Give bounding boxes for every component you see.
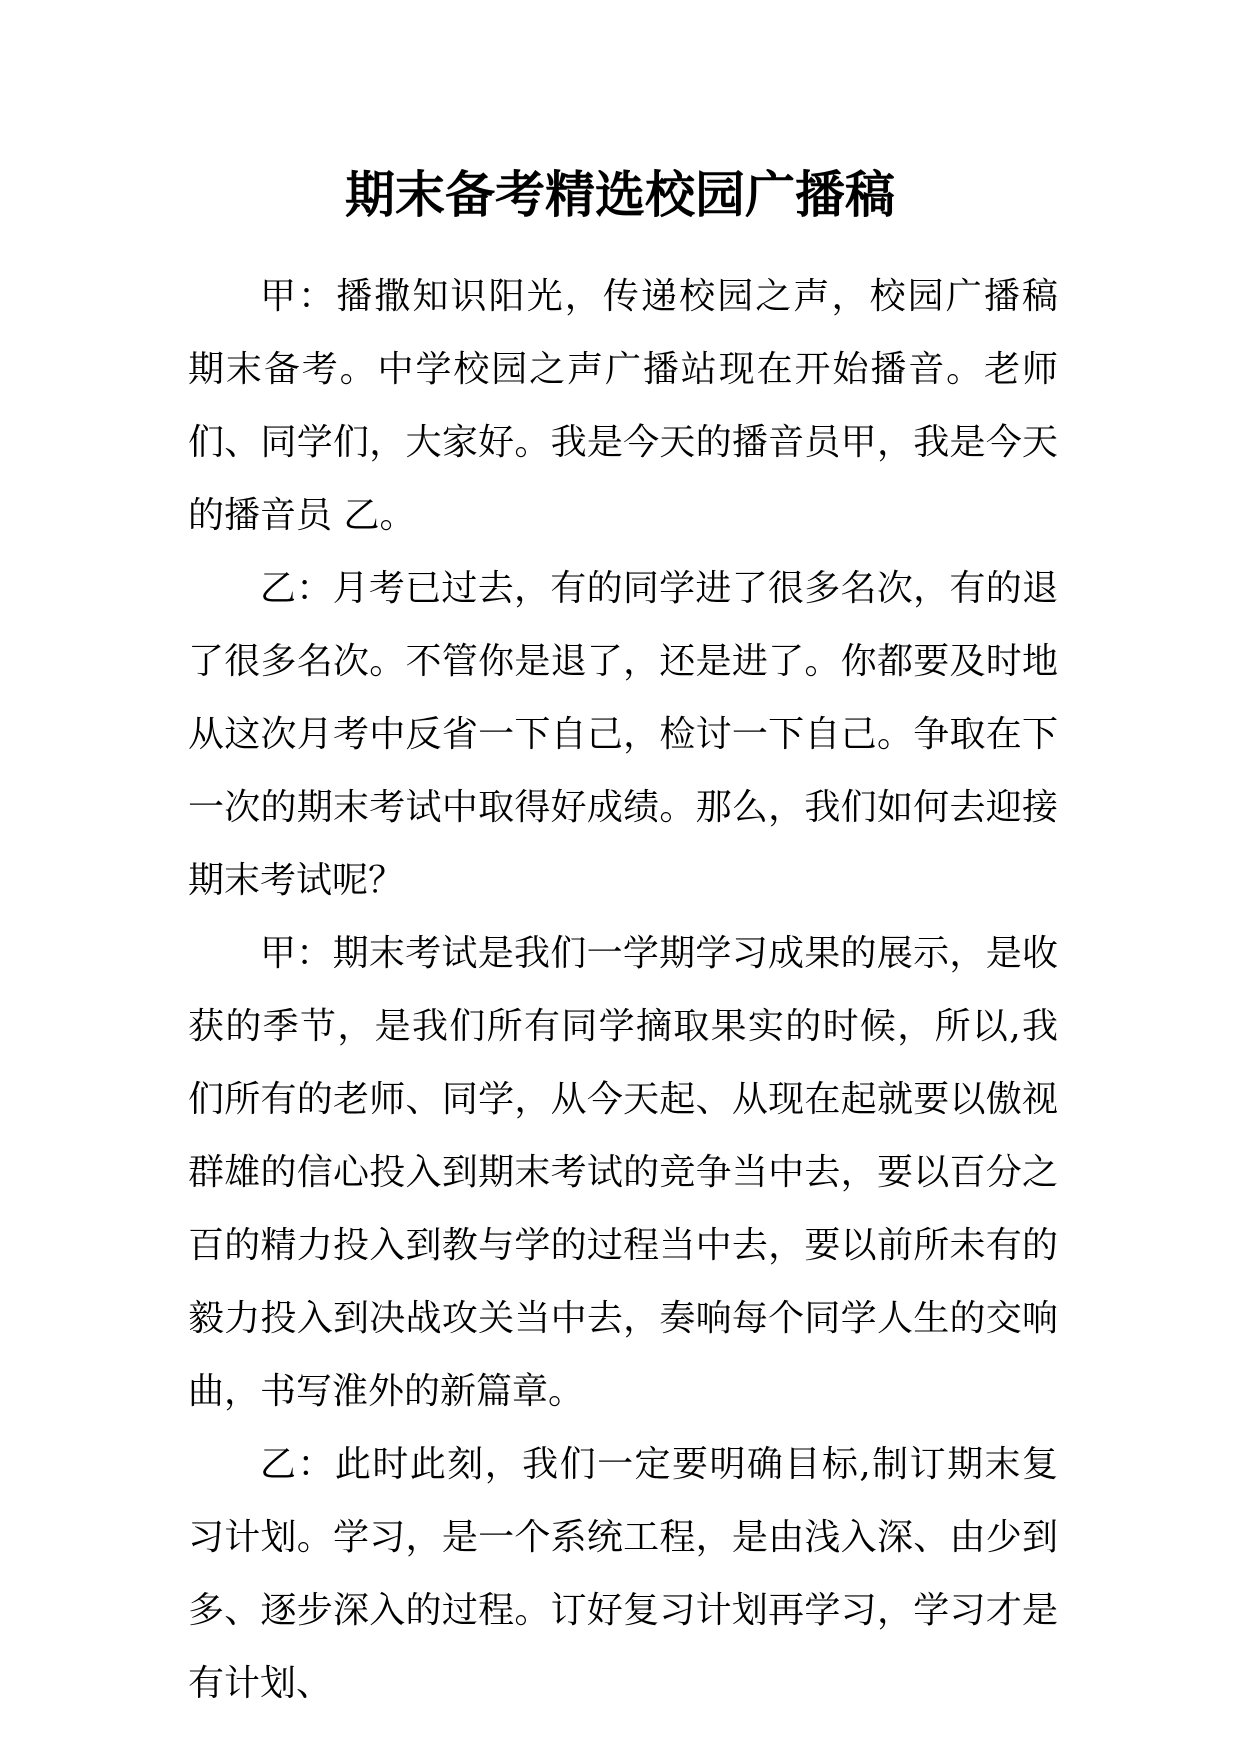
paragraph-1: 甲：播撒知识阳光，传递校园之声，校园广播稿 期末备考。中学校园之声广播站现在开始播音。老师们、同学们，大家好。我是今天的播音员甲，我是今天的播音员 乙。 [188, 276, 1058, 536]
document-title: 期末备考精选校园广播稿 [345, 166, 895, 224]
paragraph-3: 甲：期末考试是我们一学期学习成果的展示，是收获的季节，是我们所有同学摘取果实的时候，所以,我们所有的老师、同学，从今天起、从现在起就要以傲视群雄的信心投入到期末考试的竞争当中去，要以百分之百的精力投入到教与学的过程当中去，要以前所未有的毅力投入到决战攻关当中去，奏响每个同学人生的交响曲，书写淮外的新篇章。 [188, 933, 1058, 1412]
paragraph-2: 乙：月考已过去，有的同学进了很多名次，有的退了很多名次。不管你是退了，还是进了。你都要及时地从这次月考中反省一下自己，检讨一下自己。争取在下一次的期末考试中取得好成绩。那么，我们如何去迎接期末考试呢？ [188, 568, 1058, 901]
document-body [188, 260, 1058, 1720]
paragraph-4: 乙：此时此刻，我们一定要明确目标,制订期末复习计划。学习，是一个系统工程，是由浅入深、由少到多、逐步深入的过程。订好复习计划再学习，学习才是有计划、 [188, 1444, 1058, 1704]
